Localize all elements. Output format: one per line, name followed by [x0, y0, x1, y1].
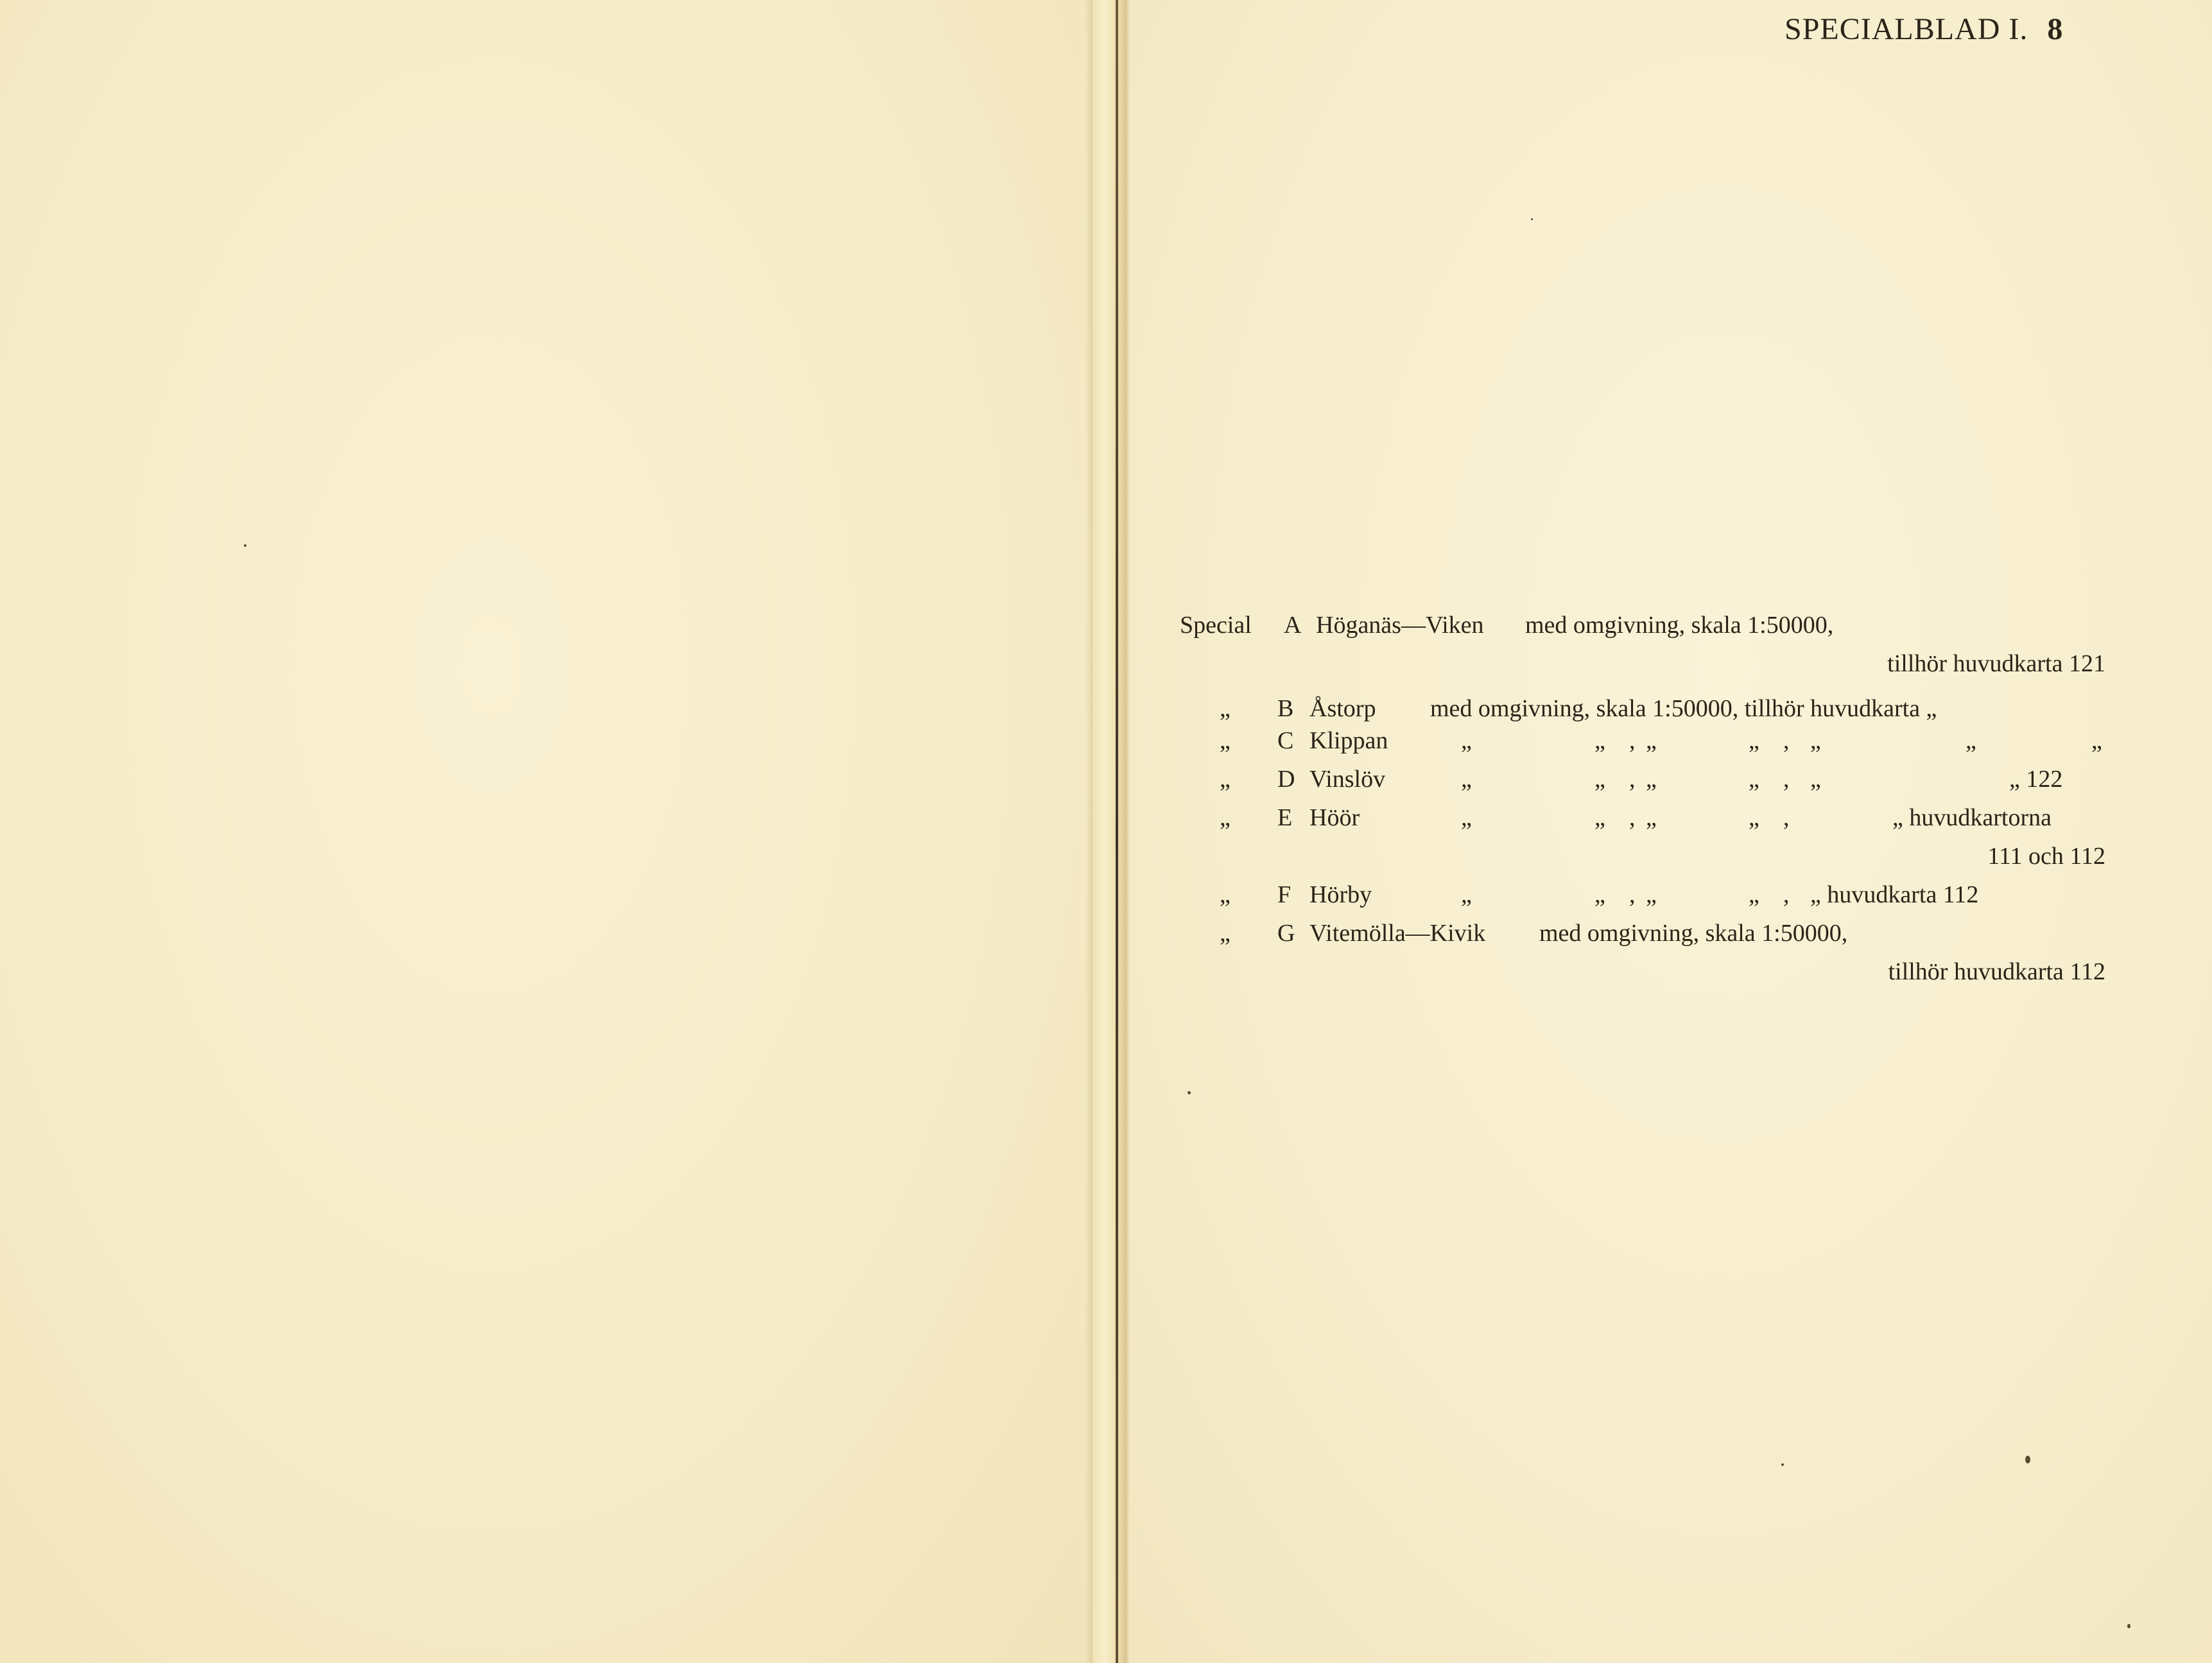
entry-text: med omgivning, skala 1:50000,: [1525, 612, 1834, 639]
comma-mark: ,: [1783, 804, 1790, 831]
entry-text: med omgivning, skala 1:50000, tillhör huvudkarta „: [1430, 695, 1937, 722]
entry-place: Höör: [1309, 804, 1360, 831]
page-header: [1784, 12, 2118, 47]
entry-place: Klippan: [1309, 727, 1388, 754]
entry-last: „ 122: [2009, 766, 2063, 793]
entry-place: Åstorp: [1309, 695, 1376, 722]
paper-speck: [1531, 218, 1533, 220]
ditto-mark: „: [1646, 766, 1657, 793]
entry-letter: B: [1277, 695, 1294, 722]
entry-place: Höganäs—Viken: [1316, 612, 1484, 639]
comma-mark: ,: [1783, 727, 1790, 754]
entry-continuation: 111 och 112: [1987, 843, 2105, 870]
list-item: [1180, 883, 2105, 921]
entry-prefix: „: [1220, 920, 1231, 947]
entry-place: Vitemölla—Kivik: [1309, 920, 1486, 947]
entry-last: „ huvudkartorna: [1892, 804, 2052, 831]
comma-mark: ,: [1629, 804, 1636, 831]
ditto-mark: „: [1749, 881, 1759, 908]
list-item-continuation: [1180, 844, 2105, 883]
comma-mark: ,: [1783, 766, 1790, 793]
entry-prefix: „: [1220, 727, 1231, 754]
entry-text: med omgivning, skala 1:50000,: [1539, 920, 1848, 947]
list-item: [1180, 921, 2105, 960]
ditto-mark: „: [1594, 727, 1605, 754]
list-item: [1180, 728, 2105, 767]
special-map-list: [1180, 613, 2105, 998]
list-item: [1180, 613, 2105, 651]
paper-speck: [1188, 1091, 1191, 1094]
list-item-continuation: [1180, 651, 2105, 690]
entry-letter: E: [1277, 804, 1293, 831]
entry-letter: D: [1277, 766, 1295, 793]
comma-mark: ,: [1629, 881, 1636, 908]
ditto-mark: „: [1646, 804, 1657, 831]
entry-letter: A: [1284, 612, 1302, 639]
paper-speck: [1781, 1463, 1784, 1466]
entry-prefix: „: [1220, 766, 1231, 793]
entry-prefix: „: [1220, 804, 1231, 831]
ditto-mark: „: [1646, 881, 1657, 908]
list-item-continuation: [1180, 960, 2105, 998]
ditto-mark: „: [1646, 727, 1657, 754]
left-page-blank: [0, 0, 1091, 1663]
page-number: 8: [2047, 12, 2064, 46]
entry-continuation: tillhör huvudkarta 121: [1887, 650, 2105, 677]
ditto-mark: „: [1594, 766, 1605, 793]
ditto-mark: „: [1594, 881, 1605, 908]
entry-continuation: tillhör huvudkarta 112: [1888, 958, 2105, 985]
ditto-mark: „: [1749, 804, 1759, 831]
ditto-mark: „: [1461, 881, 1472, 908]
paper-speck: [244, 544, 246, 547]
header-title: SPECIALBLAD I.: [1784, 12, 2028, 46]
comma-mark: ,: [1629, 727, 1636, 754]
ditto-mark: „: [1810, 766, 1821, 793]
fold-shadow: [1085, 0, 1093, 1663]
paper-speck: [2025, 1456, 2030, 1463]
entry-last: „ huvudkarta 112: [1810, 881, 1979, 908]
entry-place: Vinslöv: [1309, 766, 1386, 793]
ditto-mark: „: [1461, 727, 1472, 754]
ditto-mark: „: [1810, 727, 1821, 754]
list-item: [1180, 767, 2105, 806]
ditto-mark: „: [1461, 766, 1472, 793]
entry-prefix: Special: [1180, 612, 1252, 639]
entry-prefix: „: [1220, 695, 1231, 722]
list-item: [1180, 806, 2105, 844]
ditto-mark: „: [1594, 804, 1605, 831]
entry-last: „: [2091, 727, 2102, 754]
ditto-mark: „: [1749, 727, 1759, 754]
ditto-mark: „: [1461, 804, 1472, 831]
comma-mark: ,: [1783, 881, 1790, 908]
entry-place: Hörby: [1309, 881, 1372, 908]
paper-speck: [2127, 1624, 2130, 1628]
book-gutter: [1091, 0, 1130, 1663]
entry-letter: F: [1277, 881, 1292, 908]
entry-letter: C: [1277, 727, 1294, 754]
binding-line: [1116, 0, 1118, 1663]
entry-prefix: „: [1220, 881, 1231, 908]
ditto-mark: „: [1749, 766, 1759, 793]
comma-mark: ,: [1629, 766, 1636, 793]
ditto-mark: „: [1966, 727, 1976, 754]
entry-letter: G: [1277, 920, 1295, 947]
